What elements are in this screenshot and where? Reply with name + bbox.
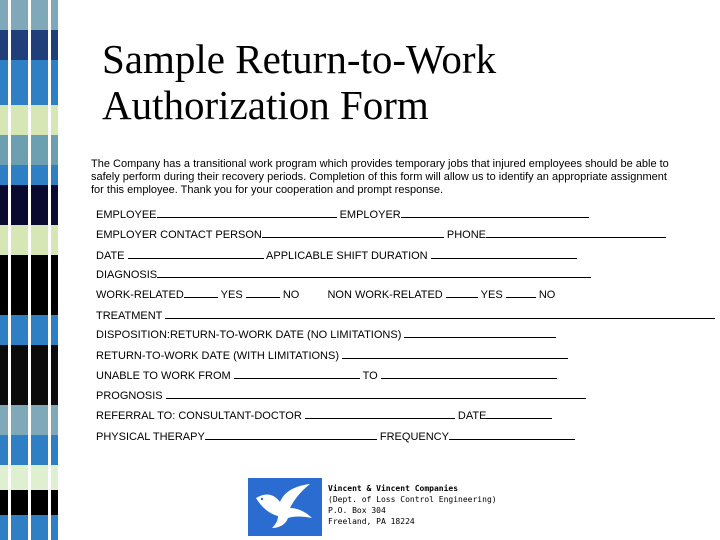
work-related-no-field[interactable] (246, 287, 280, 298)
company-city: Freeland, PA 18224 (328, 517, 415, 526)
company-name: Vincent & Vincent Companies (328, 484, 459, 493)
physical-therapy-label: PHYSICAL THERAPY (96, 431, 205, 443)
physical-therapy-row (96, 429, 575, 444)
company-po-box: P.O. Box 304 (328, 506, 386, 515)
phone-field[interactable] (486, 227, 578, 238)
page-title (102, 36, 662, 128)
unable-to-work-row (96, 368, 557, 383)
frequency-field[interactable] (449, 429, 575, 440)
non-work-related-no-field[interactable] (506, 287, 536, 298)
applicable-shift-field[interactable] (431, 248, 577, 259)
non-work-related-label: NON WORK-RELATED (327, 289, 443, 301)
referral-date-label: DATE (457, 410, 487, 422)
treatment-row (96, 308, 715, 323)
disposition-label: DISPOSITION:RETURN-TO-WORK DATE (NO LIMITATIONS) (96, 329, 402, 341)
disposition-row (96, 327, 556, 342)
treatment-label: TREATMENT (96, 310, 163, 322)
decorative-side-strip (0, 0, 58, 540)
title-line-2: Authorization Form (102, 82, 429, 128)
work-related-row (96, 287, 555, 302)
to-label: TO (362, 370, 378, 382)
phone-field-extra[interactable] (578, 227, 666, 238)
employee-row (96, 207, 589, 222)
employer-contact-field[interactable] (262, 227, 444, 238)
date-field[interactable] (128, 248, 264, 259)
consultant-doctor-label: CONSULTANT-DOCTOR (178, 410, 302, 422)
referral-row (96, 408, 552, 423)
rtw-limits-row (96, 348, 568, 363)
referral-to-label: REFERRAL TO: (96, 410, 176, 422)
unable-from-field[interactable] (234, 368, 360, 379)
applicable-shift-label: APPLICABLE SHIFT DURATION (266, 250, 428, 262)
non-work-related-no-label: NO (538, 289, 556, 301)
prognosis-label: PROGNOSIS (96, 390, 163, 402)
employer-field[interactable] (401, 207, 589, 218)
intro-paragraph: The Company has a transitional work program which provides temporary jobs that injured employees should be able to safely perform during their recovery periods. Completion of this form will allow us to identify an appropriate assignment for this employee. Thank you for your cooperation and prompt response. (91, 158, 669, 196)
company-address (328, 483, 497, 527)
work-related-yes-label: YES (220, 289, 243, 301)
physical-therapy-field[interactable] (205, 429, 377, 440)
diagnosis-field[interactable] (157, 267, 591, 278)
date-label: DATE (96, 250, 125, 262)
phone-label: PHONE (446, 229, 487, 241)
consultant-doctor-field[interactable] (305, 408, 455, 419)
employer-contact-label: EMPLOYER CONTACT PERSON (96, 229, 262, 241)
non-work-related-yes-field[interactable] (446, 287, 478, 298)
prognosis-field[interactable] (166, 388, 586, 399)
contact-row (96, 227, 666, 242)
unable-to-work-label: UNABLE TO WORK FROM (96, 370, 231, 382)
disposition-field[interactable] (404, 327, 556, 338)
dove-logo-icon (248, 478, 322, 536)
non-work-related-yes-label: YES (480, 289, 503, 301)
work-related-yes-field[interactable] (184, 287, 218, 298)
employee-field[interactable] (157, 207, 337, 218)
rtw-with-limits-field[interactable] (342, 348, 568, 359)
work-related-no-label: NO (282, 289, 300, 301)
title-line-1: Sample Return-to-Work (102, 36, 497, 82)
diagnosis-row (96, 267, 591, 282)
work-related-label: WORK-RELATED (96, 289, 184, 301)
employee-label: EMPLOYEE (96, 209, 157, 221)
treatment-field-extra[interactable] (591, 308, 715, 319)
diagnosis-label: DIAGNOSIS (96, 269, 158, 281)
employer-label: EMPLOYER (339, 209, 401, 221)
treatment-field[interactable] (165, 308, 591, 319)
prognosis-row (96, 388, 586, 403)
rtw-with-limits-label: RETURN-TO-WORK DATE (WITH LIMITATIONS) (96, 350, 339, 362)
unable-to-field[interactable] (381, 368, 557, 379)
frequency-label: FREQUENCY (379, 431, 449, 443)
referral-date-field[interactable] (486, 408, 552, 419)
company-dept: (Dept. of Loss Control Engineering) (328, 495, 497, 504)
date-row (96, 248, 577, 263)
